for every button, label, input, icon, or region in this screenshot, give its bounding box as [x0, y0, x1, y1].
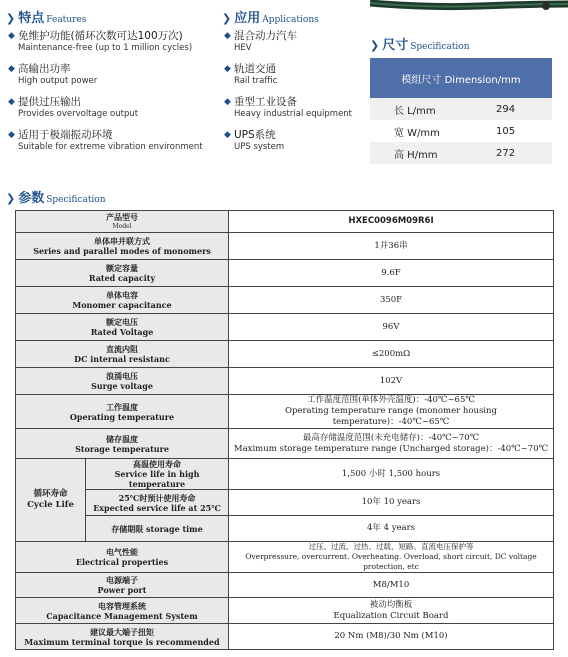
- storage-temperature-label: 储存温度 Storage temperature: [16, 429, 229, 459]
- expected-life-value: 10年 10 years: [229, 490, 554, 516]
- diamond-bullet-icon: ◆: [8, 97, 15, 107]
- table-row: [370, 98, 552, 120]
- chevron-right-icon: ❯: [6, 12, 16, 25]
- expected-life-label: 25℃时预计使用寿命 Expected service life at 25℃: [86, 490, 229, 516]
- dimension-value: 294: [478, 98, 552, 120]
- cycle-life-label: 循环寿命 Cycle Life: [16, 459, 86, 542]
- feature-item: ◆ 提供过压输出 Provides overvoltage output: [8, 96, 139, 119]
- table-row: [370, 142, 552, 164]
- application-item: ◆ 重型工业设备 Heavy industrial equipment: [224, 96, 353, 119]
- table-row: [16, 368, 554, 395]
- power-port-value: M8/M10: [229, 573, 554, 598]
- cms-value: 被动均衡板 Equalization Circuit Board: [229, 598, 554, 624]
- application-item: ◆ 轨道交通 Rail traffic: [224, 63, 278, 86]
- table-row: [16, 490, 554, 516]
- dimension-table-header: 模组尺寸 Dimension/mm: [370, 58, 552, 98]
- electrical-label: 电气性能 Electrical properties: [16, 542, 229, 573]
- features-list: [8, 30, 203, 162]
- application-item: ◆ UPS系统 UPS system: [224, 129, 285, 152]
- torque-value: 20 Nm (M8)/30 Nm (M10): [229, 624, 554, 650]
- high-temp-life-value: 1,500 小时 1,500 hours: [229, 459, 554, 490]
- features-heading: ❯ 特点 Features: [6, 11, 87, 26]
- operating-temperature-value: 工作温度范围(单体外壳温度)：-40℃~65℃ Operating temperature range (monomer housing temperature)：-40℃~65℃: [229, 395, 554, 429]
- table-row: [16, 542, 554, 573]
- high-temp-life-label: 高温使用寿命 Service life in high temperature: [86, 459, 229, 490]
- diamond-bullet-icon: ◆: [224, 31, 231, 41]
- surge-value: 102V: [229, 368, 554, 395]
- storage-time-label: 存储期限 storage time: [86, 516, 229, 542]
- dimension-label: 高 H/mm: [370, 142, 478, 164]
- dimension-label: 宽 W/mm: [370, 120, 478, 142]
- specification-table: [15, 210, 554, 650]
- monomer-capacitance-value: 350F: [229, 287, 554, 314]
- series-value: 1并36串: [229, 233, 554, 260]
- diamond-bullet-icon: ◆: [8, 31, 15, 41]
- dimension-value: 272: [478, 142, 552, 164]
- table-row: [370, 120, 552, 142]
- table-row: [16, 395, 554, 429]
- cms-label: 电容管理系统 Capacitance Management System: [16, 598, 229, 624]
- application-item: ◆ 混合动力汽车 HEV: [224, 30, 297, 53]
- capacity-value: 9.6F: [229, 260, 554, 287]
- table-row: [16, 598, 554, 624]
- table-row: [16, 287, 554, 314]
- model-value: HXEC0096M09R6I: [229, 211, 554, 233]
- dimension-table: [370, 58, 552, 164]
- electrical-value: 过压、过流、过热、过载、短路、直流电压保护等 Overpressure, overcurrent. Overheating. Overload, short circuit, DC voltage protection, etc: [229, 542, 554, 573]
- table-row: [16, 624, 554, 650]
- storage-temperature-value: 最高存储温度范围(未充电储存)：-40℃~70℃ Maximum storage temperature range (Uncharged storage)：-40℃~70℃: [229, 429, 554, 459]
- applications-heading: ❯ 应用 Applications: [222, 11, 319, 26]
- operating-temperature-label: 工作温度 Operating temperature: [16, 395, 229, 429]
- series-label: 单体串并联方式 Series and parallel modes of monomers: [16, 233, 229, 260]
- resistance-value: ≤200mΩ: [229, 341, 554, 368]
- chevron-right-icon: ❯: [6, 192, 16, 205]
- table-row: [16, 211, 554, 233]
- chevron-right-icon: ❯: [222, 12, 232, 25]
- capacity-label: 额定容量 Rated capacity: [16, 260, 229, 287]
- power-port-label: 电源端子 Power port: [16, 573, 229, 598]
- diamond-bullet-icon: ◆: [8, 130, 15, 140]
- table-row: [16, 573, 554, 598]
- table-row: [16, 459, 554, 490]
- diamond-bullet-icon: ◆: [224, 130, 231, 140]
- feature-item: ◆ 高输出功率 High output power: [8, 63, 98, 86]
- chevron-right-icon: ❯: [370, 39, 380, 52]
- table-row: [16, 516, 554, 542]
- feature-item: ◆ 免维护功能(循环次数可达100万次) Maintenance-free (up to 1 million cycles): [8, 30, 193, 53]
- diamond-bullet-icon: ◆: [224, 64, 231, 74]
- table-row: [16, 429, 554, 459]
- dimensions-heading: ❯ 尺寸 Specification: [370, 38, 470, 53]
- table-row: [16, 233, 554, 260]
- product-cable-image: [370, 0, 568, 22]
- voltage-value: 96V: [229, 314, 554, 341]
- diamond-bullet-icon: ◆: [8, 64, 15, 74]
- voltage-label: 额定电压 Rated Voltage: [16, 314, 229, 341]
- storage-time-value: 4年 4 years: [229, 516, 554, 542]
- resistance-label: 直流内阻 DC internal resistanc: [16, 341, 229, 368]
- diamond-bullet-icon: ◆: [224, 97, 231, 107]
- feature-item: ◆ 适用于极端振动环境 Suitable for extreme vibration environment: [8, 129, 203, 152]
- dimension-value: 105: [478, 120, 552, 142]
- surge-label: 浪涌电压 Surge voltage: [16, 368, 229, 395]
- table-row: [16, 341, 554, 368]
- table-row: [16, 314, 554, 341]
- monomer-capacitance-label: 单体电容 Monomer capacitance: [16, 287, 229, 314]
- table-row: [16, 260, 554, 287]
- torque-label: 建议最大端子扭矩 Maximum terminal torque is recommended: [16, 624, 229, 650]
- dimension-label: 长 L/mm: [370, 98, 478, 120]
- parameters-heading: ❯ 参数 Specification: [6, 191, 106, 206]
- model-label: 产品型号 Model: [16, 211, 229, 233]
- applications-list: [224, 30, 352, 162]
